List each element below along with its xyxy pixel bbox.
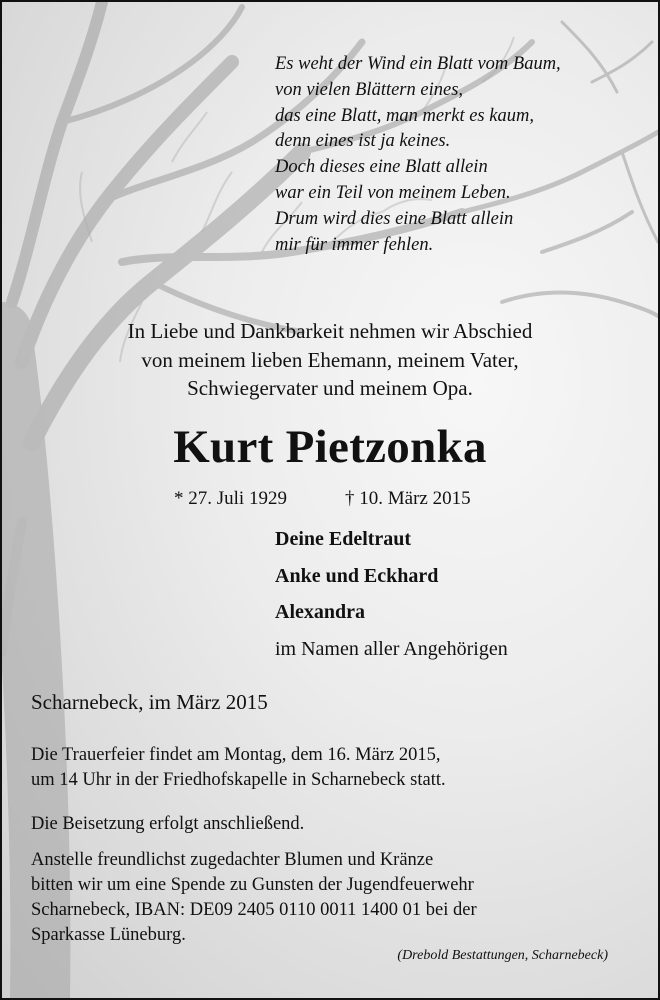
donation-line: Sparkasse Lüneburg. bbox=[31, 925, 186, 945]
birth-date: * 27. Juli 1929 bbox=[174, 488, 287, 509]
funeral-line: Die Trauerfeier findet am Montag, dem 16. März 2015, bbox=[31, 745, 441, 765]
intro-line: In Liebe und Dankbarkeit nehmen wir Abschied bbox=[127, 319, 533, 343]
farewell-intro bbox=[2, 317, 658, 403]
donation-line: bitten wir um eine Spende zu Gunsten der Jugendfeuerwehr bbox=[31, 875, 474, 895]
deceased-name: Kurt Pietzonka bbox=[173, 421, 487, 473]
place-date: Scharnebeck, im März 2015 bbox=[31, 690, 268, 714]
mourner-name: Alexandra bbox=[275, 601, 365, 623]
death-date: † 10. März 2015 bbox=[345, 488, 471, 509]
mourner-name: Deine Edeltraut bbox=[275, 528, 412, 550]
poem-line: Es weht der Wind ein Blatt vom Baum, bbox=[275, 54, 561, 74]
poem-line: Doch dieses eine Blatt allein bbox=[275, 157, 488, 178]
mourner-name: Anke und Eckhard bbox=[275, 564, 439, 587]
poem-line: Drum wird dies eine Blatt allein bbox=[275, 208, 514, 229]
poem-line: von vielen Blättern eines, bbox=[275, 79, 464, 100]
intro-line: von meinem lieben Ehemann, meinem Vater, bbox=[141, 347, 519, 372]
undertaker-credit: (Drebold Bestattungen, Scharnebeck) bbox=[397, 948, 608, 963]
donation-line: Anstelle freundlichst zugedachter Blumen und Kränze bbox=[31, 850, 434, 870]
burial-note: Die Beisetzung erfolgt anschließend. bbox=[31, 814, 305, 834]
funeral-line: um 14 Uhr in der Friedhofskapelle in Scharnebeck statt. bbox=[31, 770, 446, 790]
intro-line: Schwiegervater und meinem Opa. bbox=[187, 376, 473, 400]
poem-line: das eine Blatt, man merkt es kaum, bbox=[275, 105, 534, 126]
funeral-announcement bbox=[31, 743, 446, 793]
poem-line: denn eines ist ja keines. bbox=[275, 131, 451, 152]
poem-line: mir für immer fehlen. bbox=[275, 234, 434, 255]
donation-line: Scharnebeck, IBAN: DE09 2405 0110 0011 1400 01 bei der bbox=[31, 900, 477, 920]
donation-request bbox=[31, 848, 477, 948]
poem bbox=[275, 52, 561, 258]
mourners-note: im Namen aller Angehörigen bbox=[275, 637, 508, 660]
poem-line: war ein Teil von meinem Leben. bbox=[275, 182, 511, 203]
mourners-list bbox=[275, 527, 508, 673]
